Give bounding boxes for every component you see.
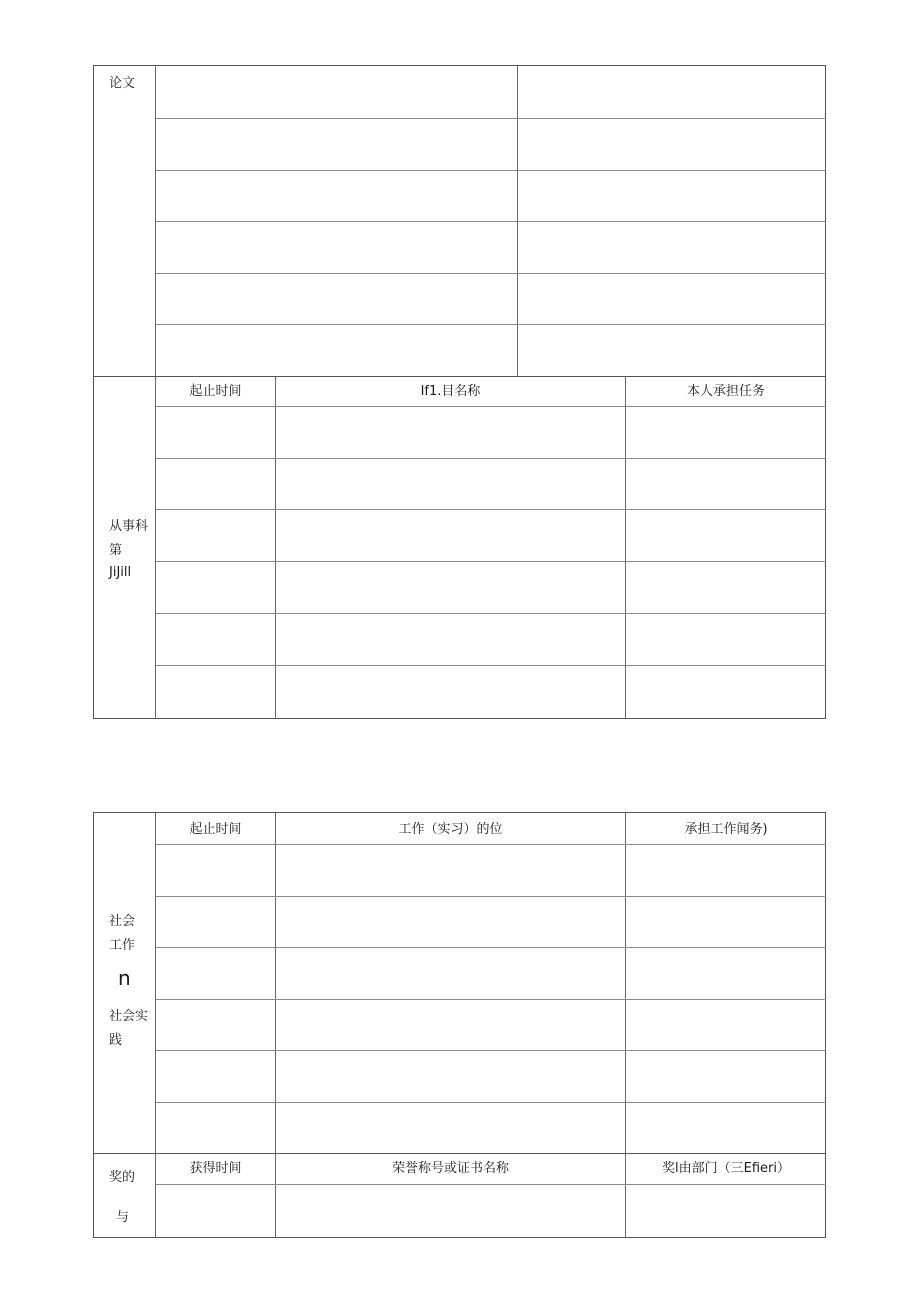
social-row-line	[156, 896, 826, 897]
research-row-line	[156, 613, 826, 614]
papers-label: 论文	[109, 76, 136, 91]
research-row-line	[156, 458, 826, 459]
research-label-line: 第	[109, 543, 123, 558]
section-separator	[94, 376, 826, 377]
research-row-line	[156, 509, 826, 510]
social-header-period: 起止时间	[189, 822, 242, 837]
awards-header-date: 获得时间	[189, 1161, 242, 1176]
social-row-line	[156, 844, 826, 845]
awards-header-title: 荣誉称号或证书名称	[391, 1161, 509, 1176]
section-separator	[94, 1153, 826, 1154]
research-column-divider	[275, 377, 276, 718]
awards-header-issuer: 奖l由部门（三Efieri）	[662, 1161, 790, 1176]
papers-row-line	[156, 118, 826, 119]
social-row-line	[156, 1050, 826, 1051]
papers-research-table	[93, 65, 826, 719]
social-header-duty: 承担工作闻务)	[684, 822, 768, 837]
research-label-line: 从事科	[109, 519, 149, 534]
awards-label-line: 奖的	[109, 1170, 136, 1185]
social-label-line: 工作	[109, 938, 136, 953]
papers-row-line	[156, 324, 826, 325]
papers-row-line	[156, 221, 826, 222]
research-label-line: JiJill	[109, 565, 132, 580]
social-label-line: n	[118, 966, 131, 990]
research-row-line	[156, 665, 826, 666]
social-awards-table	[93, 812, 826, 1238]
papers-row-line	[156, 273, 826, 274]
research-column-divider	[625, 377, 626, 718]
social-row-line	[156, 947, 826, 948]
social-row-line	[156, 999, 826, 1000]
awards-row-line	[156, 1184, 826, 1185]
awards-label-line: 与	[116, 1210, 130, 1225]
research-header-project: If1.目名称	[420, 384, 481, 399]
research-row-line	[156, 406, 826, 407]
research-header-period: 起止时间	[189, 384, 242, 399]
social-row-line	[156, 1102, 826, 1103]
papers-row-line	[156, 170, 826, 171]
social-label-line: 社会	[109, 914, 136, 929]
social-label-line: 社会实	[109, 1009, 149, 1024]
social-label-line: 践	[109, 1033, 123, 1048]
research-row-line	[156, 561, 826, 562]
social-header-unit: 工作（实习）的位	[398, 822, 503, 837]
research-header-role: 本人承担任务	[686, 384, 765, 399]
